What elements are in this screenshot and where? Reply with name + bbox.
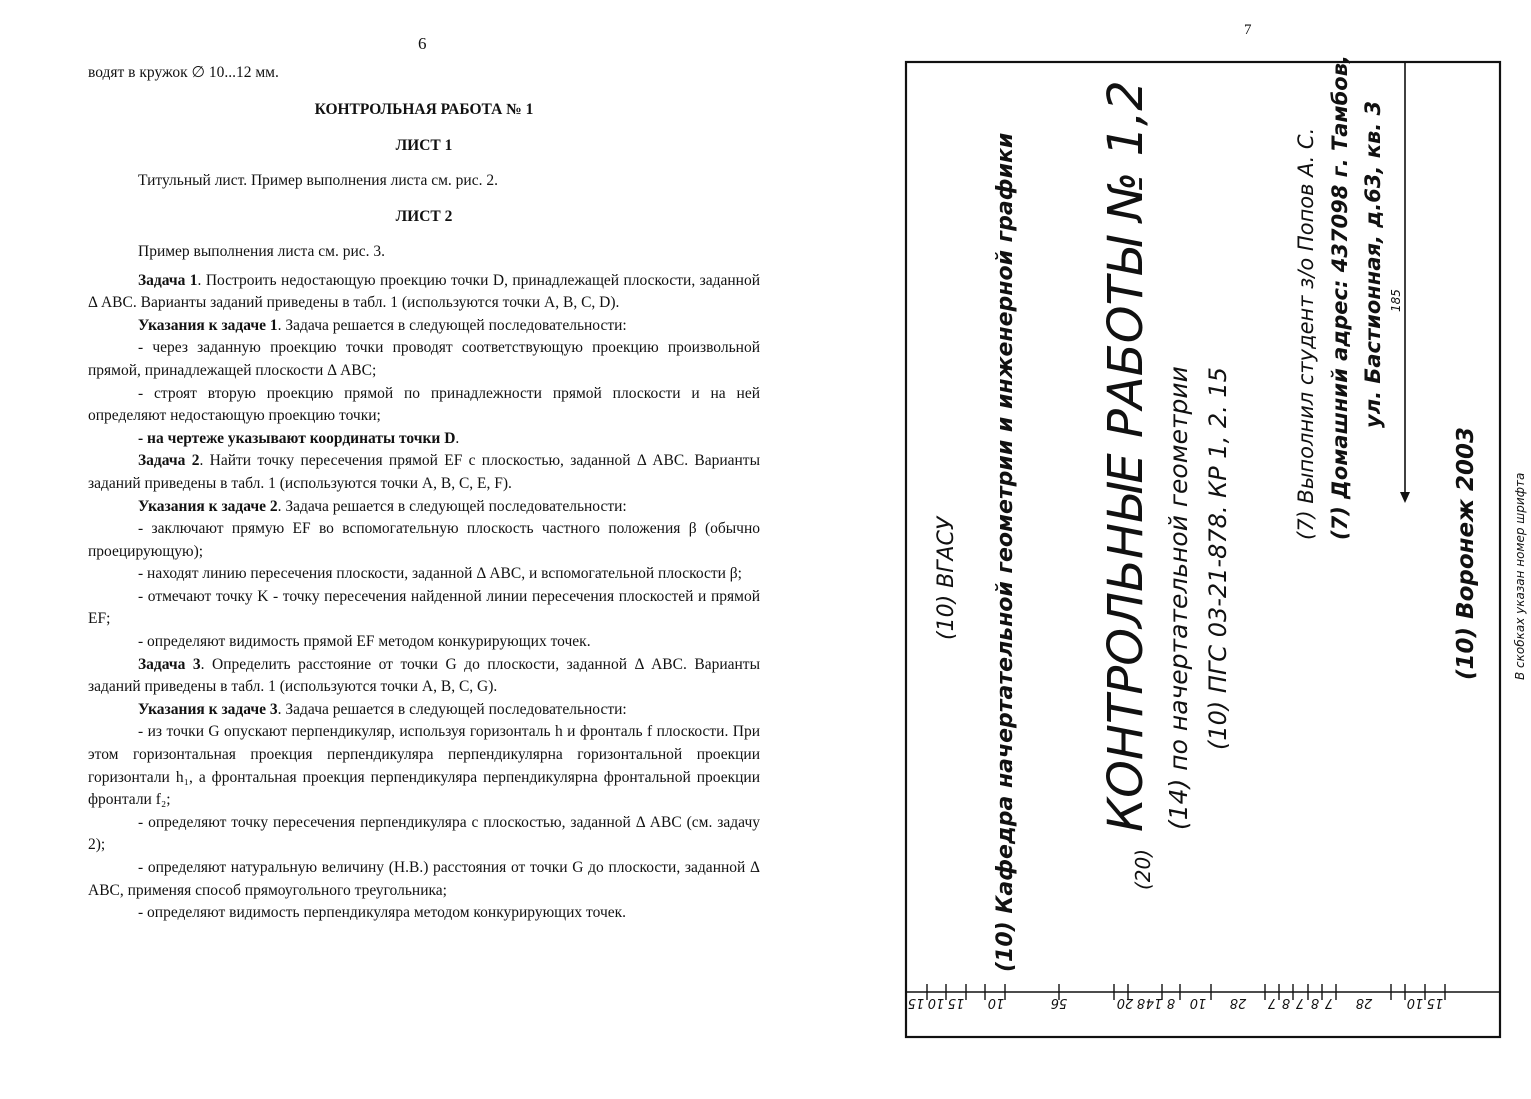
paragraph-text: водят в кружок ∅ 10...12 мм. [88,64,279,81]
dimension-label: 14 [1145,995,1163,1010]
title-main: КОНТРОЛЬНЫЕ РАБОТЫ № 1,2 [1098,80,1154,832]
bold-lead: Задача 1 [138,271,198,289]
address-line-1: (7) Домашний адрес: 437098 г. Тамбов, [1328,55,1352,540]
dimension-label: 28 [1355,995,1373,1010]
bold-lead: Задача 3 [138,655,201,673]
title-font-size-label: (20) [1131,848,1155,890]
university-label: (10) ВГАСУ [934,516,959,640]
paragraph-text: - через заданную проекцию точки проводят соответствующую проекцию произвольной прямой, принадлежащей плоскости Δ ABC; [88,339,760,379]
dimension-label: 28 [1229,995,1247,1010]
dimension-label: 10 [987,995,1005,1010]
paragraph-text: - находят линию пересечения плоскости, заданной Δ ABC, и вспомогательной плоскости β; [138,565,742,583]
document-code: (10) ПГС 03-21-878. КР 1, 2. 15 [1204,367,1232,750]
department-label: (10) Кафедра начертательной геометрии и инженерной графики [993,132,1018,972]
paragraph-text: КОНТРОЛЬНАЯ РАБОТА № 1 [314,100,534,118]
paragraph-text: . Задача решается в следующей последовательности: [277,497,627,515]
paragraph-text: . Найти точку пересечения прямой EF с плоскостью, заданной Δ ABC. Варианты заданий приведены в табл. 1 (используются точки A, B, C, E, F). [88,452,760,492]
paragraph-text: . Задача решается в следующей последовательности: [277,700,627,718]
edge-note: В скобках указан номер шрифта [1513,472,1527,680]
bold-lead: Указания к задаче 3 [138,700,278,718]
paragraph-text: - определяют видимость перпендикуляра методом конкурирующих точек. [138,904,627,922]
paragraph-text: Пример выполнения листа см. рис. 3. [138,242,385,260]
paragraph-text: . Задача решается в следующей последовательности: [277,316,627,334]
paragraph-text: ЛИСТ 1 [395,137,453,155]
bold-lead: - на чертеже указывают координаты точки D [138,429,456,447]
paragraph-text: ЛИСТ 2 [395,208,453,226]
dimension-label: 7 [1295,995,1305,1010]
address-line-2: ул. Бастионная, д.63, кв. 3 [1361,100,1385,428]
paragraph-text: - строят вторую проекцию прямой по принадлежности прямой плоскости и на ней определяют недостающую проекцию точки; [88,384,760,425]
paragraph-text: . [455,429,460,447]
dimension-label: 15 [947,995,965,1010]
dimension-label: 20 [1116,995,1134,1010]
paragraph-text: - определяют натуральную величину (Н.В.) расстояния от точки G до плоскости, заданной Δ ABC, применяя способ прямоугольного треугольника; [88,859,760,899]
dimension-label: 8 [1136,995,1146,1010]
dimension-label: 10 [1406,995,1424,1010]
dimension-label: 56 [1050,995,1068,1010]
subject-label: (14) по начертательной геометрии [1164,366,1193,830]
dimension-labels [908,995,1444,1010]
paragraph-text: - заключают прямую EF во вспомогательную плоскость частного положения β (обычно проецирующую); [88,520,760,560]
dimension-label: 15 [1426,995,1444,1010]
arrowhead [1400,492,1410,503]
paragraph-text: - определяют видимость прямой EF методом конкурирующих точек. [138,633,591,651]
page-number-right: 7 [1244,22,1252,38]
paragraph-text: . Определить расстояние от точки G до плоскости, заданной Δ ABC. Варианты заданий приведены в табл. 1 (используются точки A, B, C, G). [88,655,760,696]
dimension-label: 10 [1189,995,1207,1010]
bold-lead: Указания к задаче 1 [138,316,278,334]
dimension-label: 8 [1166,995,1176,1010]
dimension-label: 8 [1281,995,1291,1010]
bold-lead: Указания к задаче 2 [138,497,278,515]
dimension-label: 15 [907,995,925,1010]
paragraph-text: . Построить недостающую проекцию точки D, принадлежащей плоскости, заданной Δ ABC. Варианты заданий приведены в табл. 1 (используются точки A, B, C, D). [88,271,760,312]
dimension-label: 8 [1310,995,1320,1010]
city-year-label: (10) Воронеж 2003 [1453,426,1479,680]
page-number-left: 6 [418,34,427,53]
paragraph-text: - определяют точку пересечения перпендикуляра с плоскостью, заданной Δ ABC (см. задачу 2); [88,813,760,854]
dimension-label: 7 [1324,995,1334,1010]
dimension-label: 10 [927,995,945,1010]
student-label: (7) Выполнил студент з/о Попов А. С. [1294,127,1318,540]
dimension-185-label: 185 [1389,289,1403,312]
paragraph-text: Титульный лист. Пример выполнения листа см. рис. 2. [138,171,498,189]
paragraph-text: - отмечают точку K - точку пересечения найденной линии пересечения плоскостей и прямой EF; [88,587,760,628]
dimension-label: 7 [1267,995,1277,1010]
bold-lead: Задача 2 [138,452,200,470]
paragraph-text: - из точки G опускают перпендикуляр, используя горизонталь h и фронталь f плоскости. При этом горизонтальная проекция перпендикуляра перпендикулярна горизонтальной проекции горизонтали h₁, а фронтальная проекция перпендикуляра перпендикулярна фронтальной проекции фронтали f₂; [88,723,760,809]
